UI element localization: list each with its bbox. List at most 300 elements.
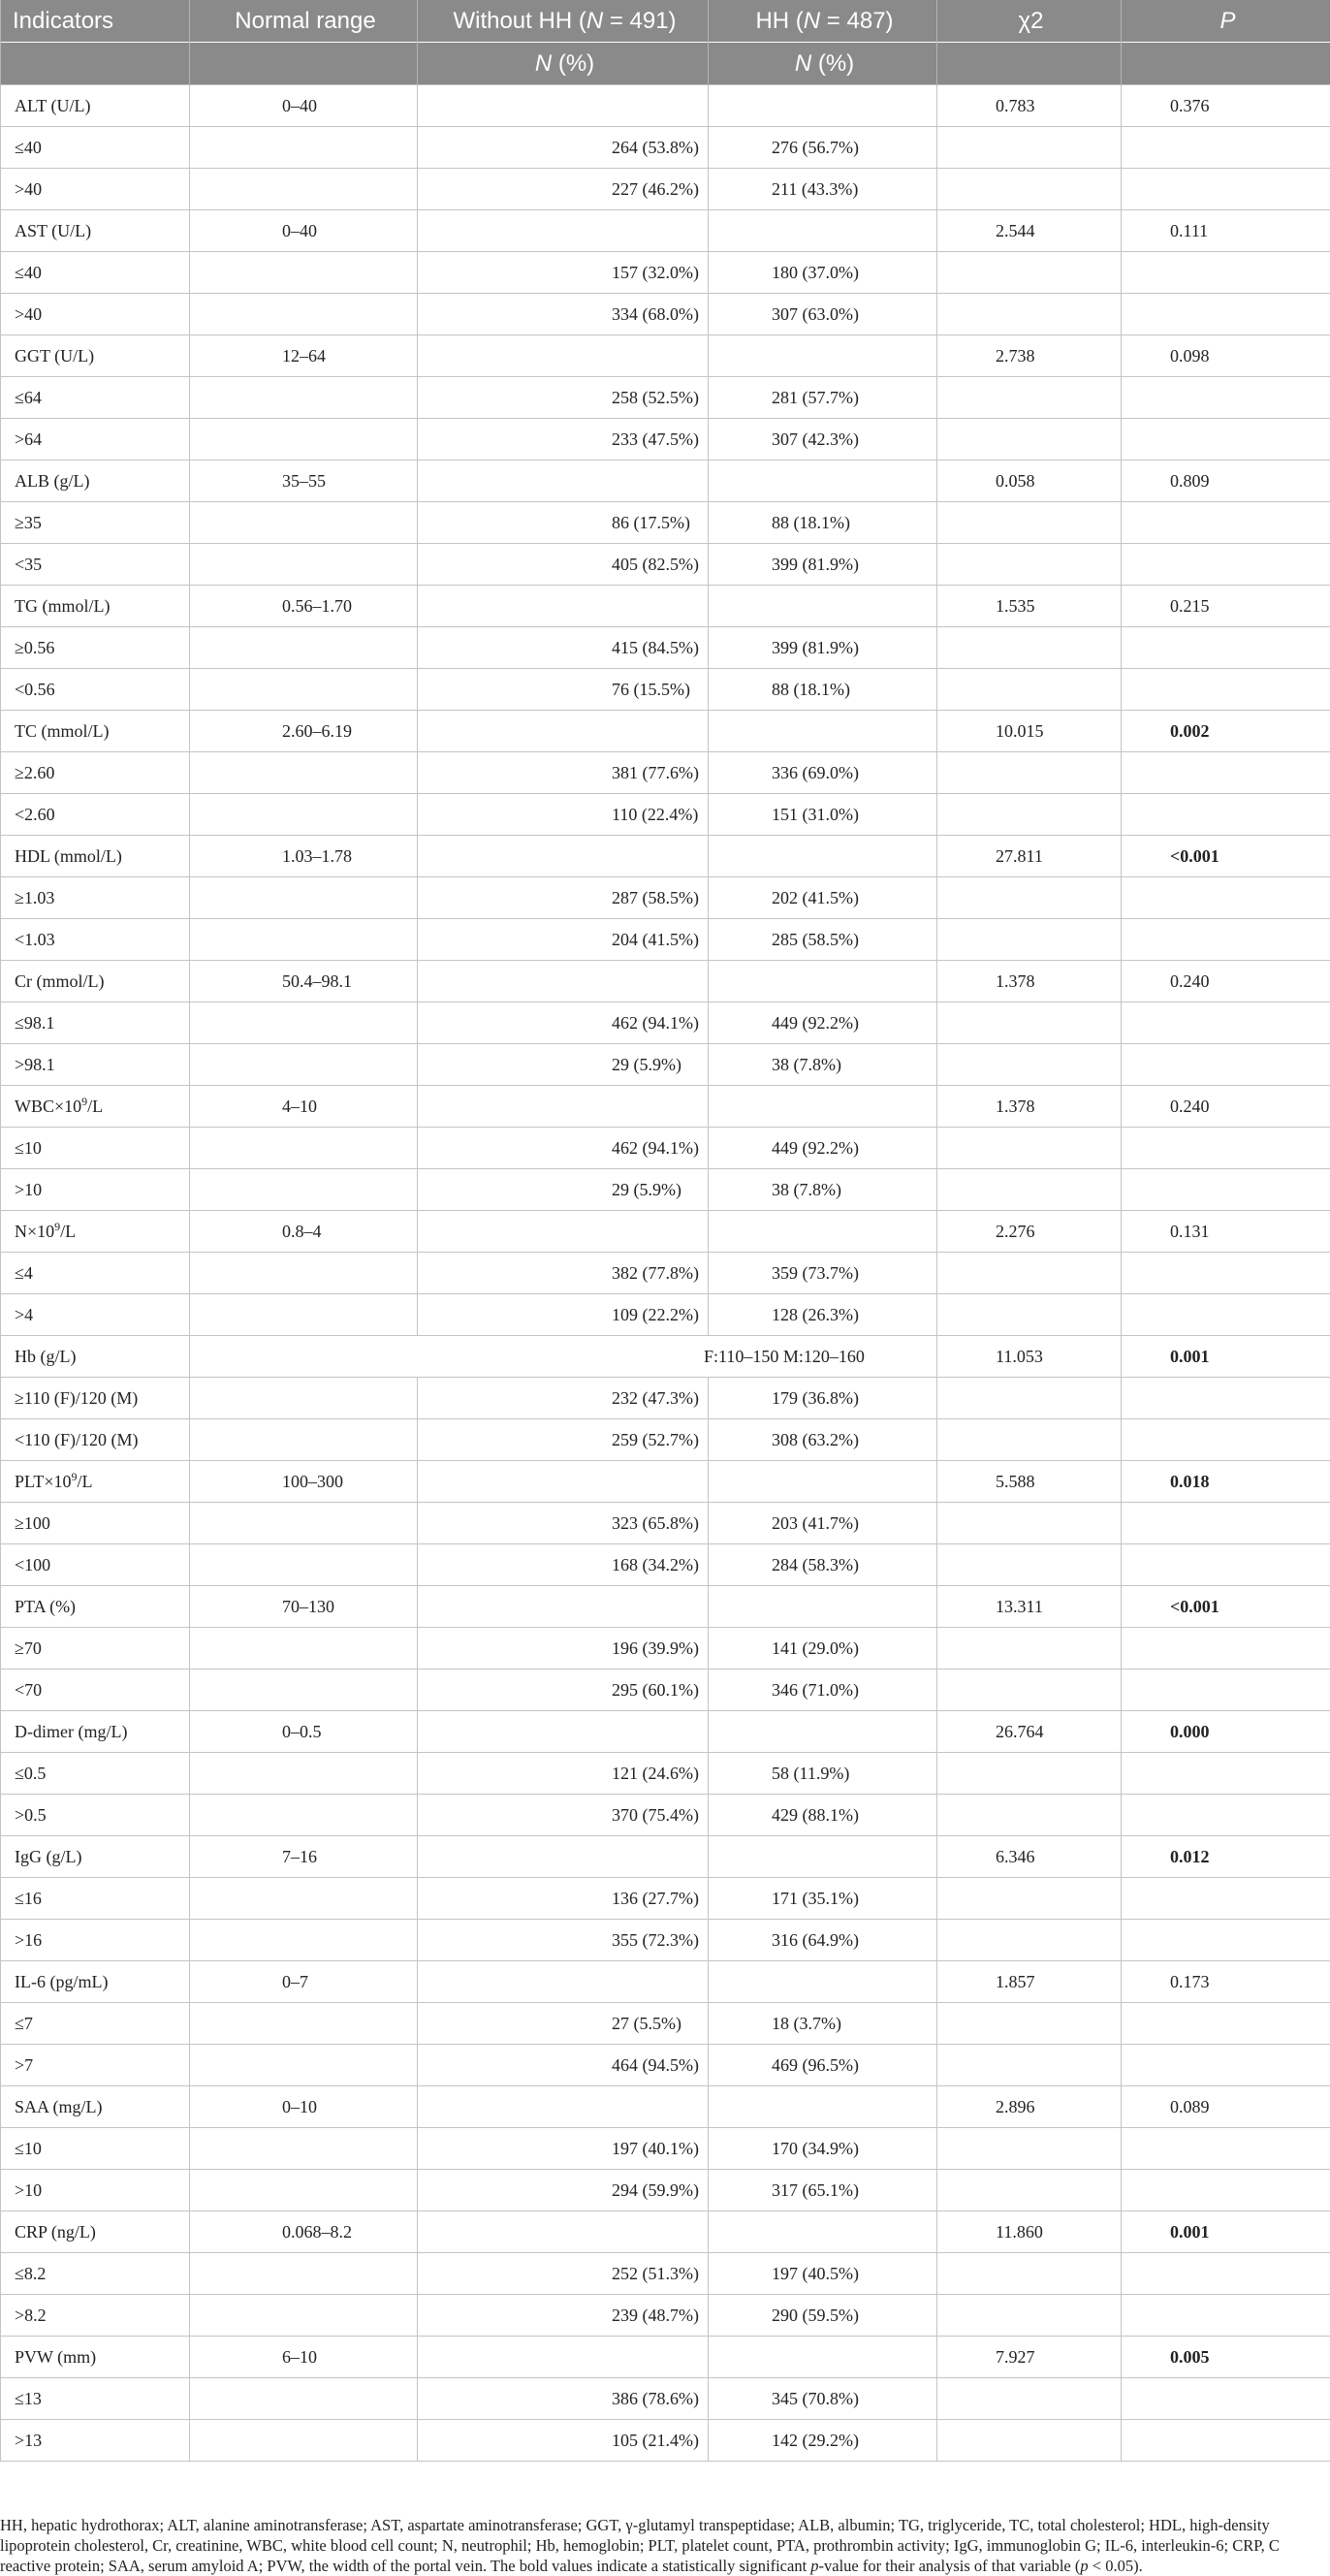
cell-indicator [1, 1169, 190, 1211]
cell-indicator [1, 2295, 190, 2337]
cell-without-hh: 355 (72.3%) [418, 1920, 709, 1961]
table-row [1, 1544, 1330, 1586]
cell-p-value [1122, 2045, 1330, 2086]
cell-hh: 308 (63.2%) [709, 1419, 937, 1461]
table-row [1, 1753, 1330, 1795]
cell-chi2 [937, 2378, 1122, 2420]
cell-p-value [1122, 419, 1330, 461]
table-row [1, 877, 1330, 919]
cell-normal-range [190, 2128, 418, 2170]
cell-indicator [1, 544, 190, 586]
subheader-pct: (%) [811, 50, 854, 77]
cell-indicator [1, 1378, 190, 1419]
cell-indicator [1, 1419, 190, 1461]
cell-p-value [1122, 1795, 1330, 1836]
table-row [1, 502, 1330, 544]
header-hh-pre: HH ( [755, 8, 803, 34]
cell-hh [709, 836, 937, 877]
cell-hh [709, 1961, 937, 2003]
indicator-text: CRP (ng/L) [15, 2222, 96, 2242]
indicator-text: D-dimer (mg/L) [15, 1722, 127, 1741]
cell-normal-range [190, 1253, 418, 1294]
header-p [1122, 0, 1330, 43]
cell-hh [709, 461, 937, 502]
cell-p-value [1122, 252, 1330, 294]
cell-without-hh: 258 (52.5%) [418, 377, 709, 419]
cell-hh: 307 (42.3%) [709, 419, 937, 461]
indicator-unit: /L [87, 1097, 103, 1116]
footnote-main: HH, hepatic hydrothorax; ALT, alanine aminotransferase; AST, aspartate aminotransferase; GGT, γ-glutamyl transpeptidase; ALB, albumin; TG, triglyceride, TC, total cholesterol; HDL, high-density lipoprotein cholesterol, Cr, creatinine, WBC, white blood cell count; N, neutrophil; Hb, hemoglobin; PLT, platelet count, PTA, prothrombin activity; IgG, immunoglobin G; IL-6, interleukin-6; CRP, C reactive protein; SAA, serum amyloid A; PVW, the width of the portal vein. The bold values indicate a statistically significant [0, 2516, 1280, 2575]
cell-chi2 [937, 377, 1122, 419]
table-row [1, 294, 1330, 335]
table-row [1, 1128, 1330, 1169]
cell-hh: 58 (11.9%) [709, 1753, 937, 1795]
cell-hh: 197 (40.5%) [709, 2253, 937, 2295]
cell-without-hh [418, 836, 709, 877]
cell-normal-range [190, 752, 418, 794]
table-row [1, 1294, 1330, 1336]
cell-p-value [1122, 1294, 1330, 1336]
cell-chi2 [937, 169, 1122, 210]
cell-indicator [1, 2253, 190, 2295]
cell-without-hh: 157 (32.0%) [418, 252, 709, 294]
cell-normal-range: 0–7 [190, 1961, 418, 2003]
cell-p-value [1122, 1169, 1330, 1211]
table-row [1, 2337, 1330, 2378]
table-row [1, 1503, 1330, 1544]
cell-normal-range [190, 502, 418, 544]
cell-indicator [1, 1086, 190, 1128]
cell-without-hh: 27 (5.5%) [418, 2003, 709, 2045]
cell-p-value: 0.000 [1122, 1711, 1330, 1753]
indicator-text: >4 [15, 1305, 33, 1324]
table-row [1, 169, 1330, 210]
cell-chi2 [937, 1378, 1122, 1419]
subheader-empty-1 [1, 43, 190, 85]
cell-p-value: 0.240 [1122, 961, 1330, 1002]
cell-p-value: 0.001 [1122, 1336, 1330, 1378]
cell-hh: 38 (7.8%) [709, 1044, 937, 1086]
cell-without-hh: 29 (5.9%) [418, 1169, 709, 1211]
cell-normal-range [190, 252, 418, 294]
cell-chi2 [937, 127, 1122, 169]
indicator-text: ≤13 [15, 2389, 42, 2408]
indicator-text: IgG (g/L) [15, 1847, 81, 1866]
cell-normal-range: 70–130 [190, 1586, 418, 1628]
table-row [1, 461, 1330, 502]
cell-indicator [1, 627, 190, 669]
table-row [1, 1211, 1330, 1253]
cell-chi2 [937, 544, 1122, 586]
cell-normal-range: 0–10 [190, 2086, 418, 2128]
indicator-text: ≤40 [15, 138, 42, 157]
cell-chi2 [937, 2295, 1122, 2337]
cell-without-hh: 464 (94.5%) [418, 2045, 709, 2086]
indicator-text: GGT (U/L) [15, 346, 94, 366]
cell-indicator [1, 711, 190, 752]
table-row [1, 2420, 1330, 2462]
indicator-unit: /L [78, 1472, 93, 1491]
table-row [1, 127, 1330, 169]
table-row [1, 1878, 1330, 1920]
cell-hh: 429 (88.1%) [709, 1795, 937, 1836]
subheader-row [1, 43, 1330, 85]
cell-chi2 [937, 669, 1122, 711]
cell-hh [709, 711, 937, 752]
cell-chi2 [937, 2003, 1122, 2045]
cell-without-hh: 381 (77.6%) [418, 752, 709, 794]
cell-indicator [1, 2420, 190, 2462]
cell-normal-range [190, 2253, 418, 2295]
cell-without-hh: 227 (46.2%) [418, 169, 709, 210]
table-row [1, 377, 1330, 419]
header-hh [709, 0, 937, 43]
cell-without-hh [418, 210, 709, 252]
cell-chi2: 2.544 [937, 210, 1122, 252]
table-row [1, 961, 1330, 1002]
cell-without-hh [418, 335, 709, 377]
cell-without-hh: 86 (17.5%) [418, 502, 709, 544]
cell-without-hh: 232 (47.3%) [418, 1378, 709, 1419]
table-row [1, 2295, 1330, 2337]
table-row [1, 1253, 1330, 1294]
cell-without-hh [418, 1961, 709, 2003]
cell-without-hh: 295 (60.1%) [418, 1670, 709, 1711]
cell-p-value: 0.002 [1122, 711, 1330, 752]
table-row [1, 2211, 1330, 2253]
cell-chi2 [937, 1628, 1122, 1670]
cell-without-hh: 287 (58.5%) [418, 877, 709, 919]
cell-normal-range [190, 794, 418, 836]
header-normal-range: Normal range [190, 0, 418, 43]
cell-hh [709, 335, 937, 377]
table-row [1, 1586, 1330, 1628]
indicator-text: >98.1 [15, 1055, 55, 1074]
cell-indicator [1, 752, 190, 794]
cell-p-value [1122, 1378, 1330, 1419]
cell-p-value: 0.098 [1122, 335, 1330, 377]
indicator-text: ALB (g/L) [15, 471, 89, 491]
cell-chi2 [937, 1044, 1122, 1086]
cell-p-value [1122, 377, 1330, 419]
cell-normal-range [190, 2378, 418, 2420]
cell-p-value [1122, 1920, 1330, 1961]
cell-p-value [1122, 1419, 1330, 1461]
cell-chi2 [937, 2170, 1122, 2211]
cell-p-value: 0.173 [1122, 1961, 1330, 2003]
cell-p-value: 0.111 [1122, 210, 1330, 252]
cell-hh: 317 (65.1%) [709, 2170, 937, 2211]
cell-without-hh [418, 1836, 709, 1878]
cell-chi2: 1.535 [937, 586, 1122, 627]
table-row [1, 1419, 1330, 1461]
cell-normal-range [190, 669, 418, 711]
indicator-text: ≥70 [15, 1638, 42, 1658]
header-without-hh-post: = 491) [603, 8, 676, 34]
footnote-mid: -value for their analysis of that variable ( [819, 2557, 1081, 2575]
cell-indicator [1, 2128, 190, 2170]
cell-p-value [1122, 2378, 1330, 2420]
table-row [1, 1920, 1330, 1961]
cell-normal-range [190, 1378, 418, 1419]
indicator-text: ≤8.2 [15, 2264, 46, 2283]
cell-normal-range: 50.4–98.1 [190, 961, 418, 1002]
cell-normal-range [190, 2045, 418, 2086]
table-row [1, 1795, 1330, 1836]
cell-chi2: 7.927 [937, 2337, 1122, 2378]
cell-hh: 171 (35.1%) [709, 1878, 937, 1920]
cell-normal-range [190, 1128, 418, 1169]
cell-hh: 359 (73.7%) [709, 1253, 937, 1294]
indicator-text: ≤64 [15, 388, 42, 407]
indicator-text: PLT×10 [15, 1472, 72, 1491]
cell-chi2 [937, 1002, 1122, 1044]
cell-indicator [1, 919, 190, 961]
cell-p-value [1122, 1128, 1330, 1169]
cell-without-hh: 370 (75.4%) [418, 1795, 709, 1836]
cell-without-hh: 462 (94.1%) [418, 1128, 709, 1169]
cell-without-hh: 168 (34.2%) [418, 1544, 709, 1586]
cell-p-value [1122, 752, 1330, 794]
cell-indicator [1, 1544, 190, 1586]
cell-p-value [1122, 877, 1330, 919]
cell-chi2 [937, 2128, 1122, 2170]
cell-hh [709, 1586, 937, 1628]
cell-hh: 180 (37.0%) [709, 252, 937, 294]
cell-hh [709, 210, 937, 252]
cell-chi2: 0.058 [937, 461, 1122, 502]
cell-p-value [1122, 2253, 1330, 2295]
cell-without-hh: 294 (59.9%) [418, 2170, 709, 2211]
cell-p-value [1122, 1503, 1330, 1544]
indicator-text: Cr (mmol/L) [15, 971, 105, 991]
footnote-p: p [810, 2557, 818, 2575]
cell-without-hh: 386 (78.6%) [418, 2378, 709, 2420]
cell-indicator [1, 2378, 190, 2420]
header-chi2: χ2 [937, 0, 1122, 43]
cell-indicator [1, 1670, 190, 1711]
cell-chi2: 1.378 [937, 1086, 1122, 1128]
cell-p-value [1122, 1670, 1330, 1711]
header-row [1, 0, 1330, 43]
subheader-empty-5 [937, 43, 1122, 85]
cell-normal-range [190, 127, 418, 169]
cell-indicator [1, 2045, 190, 2086]
cell-without-hh [418, 586, 709, 627]
cell-normal-range: 0.56–1.70 [190, 586, 418, 627]
cell-normal-range [190, 377, 418, 419]
cell-indicator [1, 294, 190, 335]
cell-hh: 151 (31.0%) [709, 794, 937, 836]
table-row [1, 419, 1330, 461]
cell-hh: 202 (41.5%) [709, 877, 937, 919]
cell-indicator [1, 377, 190, 419]
cell-p-value [1122, 127, 1330, 169]
cell-without-hh: 204 (41.5%) [418, 919, 709, 961]
indicator-text: >7 [15, 2055, 33, 2075]
indicator-text: <0.56 [15, 680, 55, 699]
subheader-hh-n-pct [709, 43, 937, 85]
cell-indicator [1, 669, 190, 711]
cell-chi2: 0.783 [937, 85, 1122, 127]
table-row [1, 669, 1330, 711]
cell-hh [709, 1461, 937, 1503]
indicator-text: WBC×10 [15, 1097, 81, 1116]
indicator-text: Hb (g/L) [15, 1347, 76, 1366]
cell-normal-range [190, 2420, 418, 2462]
cell-indicator [1, 961, 190, 1002]
cell-normal-range: 35–55 [190, 461, 418, 502]
cell-p-value [1122, 2295, 1330, 2337]
cell-p-value [1122, 1002, 1330, 1044]
cell-hh [709, 85, 937, 127]
cell-hh: 88 (18.1%) [709, 502, 937, 544]
cell-without-hh [418, 961, 709, 1002]
cell-normal-range [190, 1419, 418, 1461]
cell-hh [709, 2337, 937, 2378]
cell-p-value: 0.012 [1122, 1836, 1330, 1878]
table-row [1, 1336, 1330, 1378]
cell-indicator [1, 1461, 190, 1503]
cell-without-hh: 462 (94.1%) [418, 1002, 709, 1044]
table-row [1, 2086, 1330, 2128]
table-header [1, 0, 1330, 85]
indicator-text: PTA (%) [15, 1597, 76, 1616]
table-row [1, 711, 1330, 752]
cell-without-hh: 105 (21.4%) [418, 2420, 709, 2462]
cell-normal-range: F:110–150 M:120–160 [190, 1336, 937, 1378]
cell-p-value [1122, 2003, 1330, 2045]
cell-hh: 307 (63.0%) [709, 294, 937, 335]
cell-without-hh [418, 1711, 709, 1753]
cell-normal-range: 7–16 [190, 1836, 418, 1878]
cell-normal-range: 100–300 [190, 1461, 418, 1503]
table-row [1, 252, 1330, 294]
cell-indicator [1, 1961, 190, 2003]
indicator-text: <110 (F)/120 (M) [15, 1430, 138, 1449]
indicator-text: >0.5 [15, 1805, 47, 1825]
indicator-text: ≥2.60 [15, 763, 54, 782]
cell-normal-range [190, 294, 418, 335]
cell-normal-range: 0.068–8.2 [190, 2211, 418, 2253]
cell-normal-range [190, 1544, 418, 1586]
cell-chi2 [937, 1920, 1122, 1961]
indicator-text: >8.2 [15, 2306, 47, 2325]
cell-p-value: 0.240 [1122, 1086, 1330, 1128]
cell-hh [709, 1211, 937, 1253]
cell-chi2: 2.738 [937, 335, 1122, 377]
indicator-text: <35 [15, 555, 42, 574]
cell-without-hh: 121 (24.6%) [418, 1753, 709, 1795]
cell-p-value [1122, 794, 1330, 836]
cell-normal-range [190, 1920, 418, 1961]
cell-normal-range [190, 1628, 418, 1670]
table-row [1, 586, 1330, 627]
cell-hh: 399 (81.9%) [709, 627, 937, 669]
cell-without-hh [418, 1086, 709, 1128]
cell-p-value [1122, 2128, 1330, 2170]
cell-p-value [1122, 627, 1330, 669]
indicator-text: <2.60 [15, 805, 55, 824]
indicator-text: <1.03 [15, 930, 55, 949]
indicator-text: <100 [15, 1555, 50, 1574]
cell-without-hh: 196 (39.9%) [418, 1628, 709, 1670]
cell-hh: 88 (18.1%) [709, 669, 937, 711]
cell-p-value: <0.001 [1122, 836, 1330, 877]
table-row [1, 2253, 1330, 2295]
cell-indicator [1, 2211, 190, 2253]
cell-indicator [1, 1294, 190, 1336]
cell-indicator [1, 169, 190, 210]
cell-hh [709, 1711, 937, 1753]
cell-hh: 142 (29.2%) [709, 2420, 937, 2462]
cell-indicator [1, 2003, 190, 2045]
table-row [1, 1628, 1330, 1670]
cell-indicator [1, 1503, 190, 1544]
cell-without-hh: 29 (5.9%) [418, 1044, 709, 1086]
indicator-text: N×10 [15, 1222, 54, 1241]
cell-normal-range [190, 1169, 418, 1211]
cell-chi2: 2.896 [937, 2086, 1122, 2128]
cell-without-hh [418, 85, 709, 127]
cell-normal-range: 2.60–6.19 [190, 711, 418, 752]
subheader-empty-2 [190, 43, 418, 85]
indicator-text: TC (mmol/L) [15, 721, 110, 741]
cell-indicator [1, 1711, 190, 1753]
cell-chi2 [937, 1544, 1122, 1586]
header-hh-n: N [804, 8, 820, 34]
cell-hh: 38 (7.8%) [709, 1169, 937, 1211]
cell-without-hh: 259 (52.7%) [418, 1419, 709, 1461]
cell-chi2 [937, 1169, 1122, 1211]
cell-indicator [1, 2170, 190, 2211]
cell-indicator [1, 1628, 190, 1670]
indicator-text: ≥100 [15, 1513, 50, 1533]
cell-normal-range: 0–0.5 [190, 1711, 418, 1753]
cell-chi2 [937, 2420, 1122, 2462]
cell-chi2 [937, 1878, 1122, 1920]
indicator-text: >64 [15, 429, 42, 449]
cell-normal-range: 0.8–4 [190, 1211, 418, 1253]
cell-p-value: <0.001 [1122, 1586, 1330, 1628]
cell-normal-range [190, 2170, 418, 2211]
cell-p-value: 0.809 [1122, 461, 1330, 502]
cell-indicator [1, 1002, 190, 1044]
cell-without-hh [418, 2086, 709, 2128]
cell-without-hh [418, 1461, 709, 1503]
cell-chi2: 26.764 [937, 1711, 1122, 1753]
cell-indicator [1, 1836, 190, 1878]
indicator-text: <70 [15, 1680, 42, 1700]
table-row [1, 544, 1330, 586]
cell-hh: 449 (92.2%) [709, 1128, 937, 1169]
cell-without-hh: 323 (65.8%) [418, 1503, 709, 1544]
cell-chi2 [937, 627, 1122, 669]
header-without-hh-n: N [586, 8, 603, 34]
indicator-text: >10 [15, 1180, 42, 1199]
table-row [1, 2045, 1330, 2086]
cell-chi2 [937, 1253, 1122, 1294]
header-hh-post: = 487) [820, 8, 893, 34]
cell-indicator [1, 1586, 190, 1628]
cell-without-hh: 334 (68.0%) [418, 294, 709, 335]
cell-normal-range [190, 1503, 418, 1544]
indicator-text: ≤7 [15, 2014, 33, 2033]
header-without-hh [418, 0, 709, 43]
table-row [1, 1002, 1330, 1044]
cell-hh: 170 (34.9%) [709, 2128, 937, 2170]
cell-chi2 [937, 1503, 1122, 1544]
